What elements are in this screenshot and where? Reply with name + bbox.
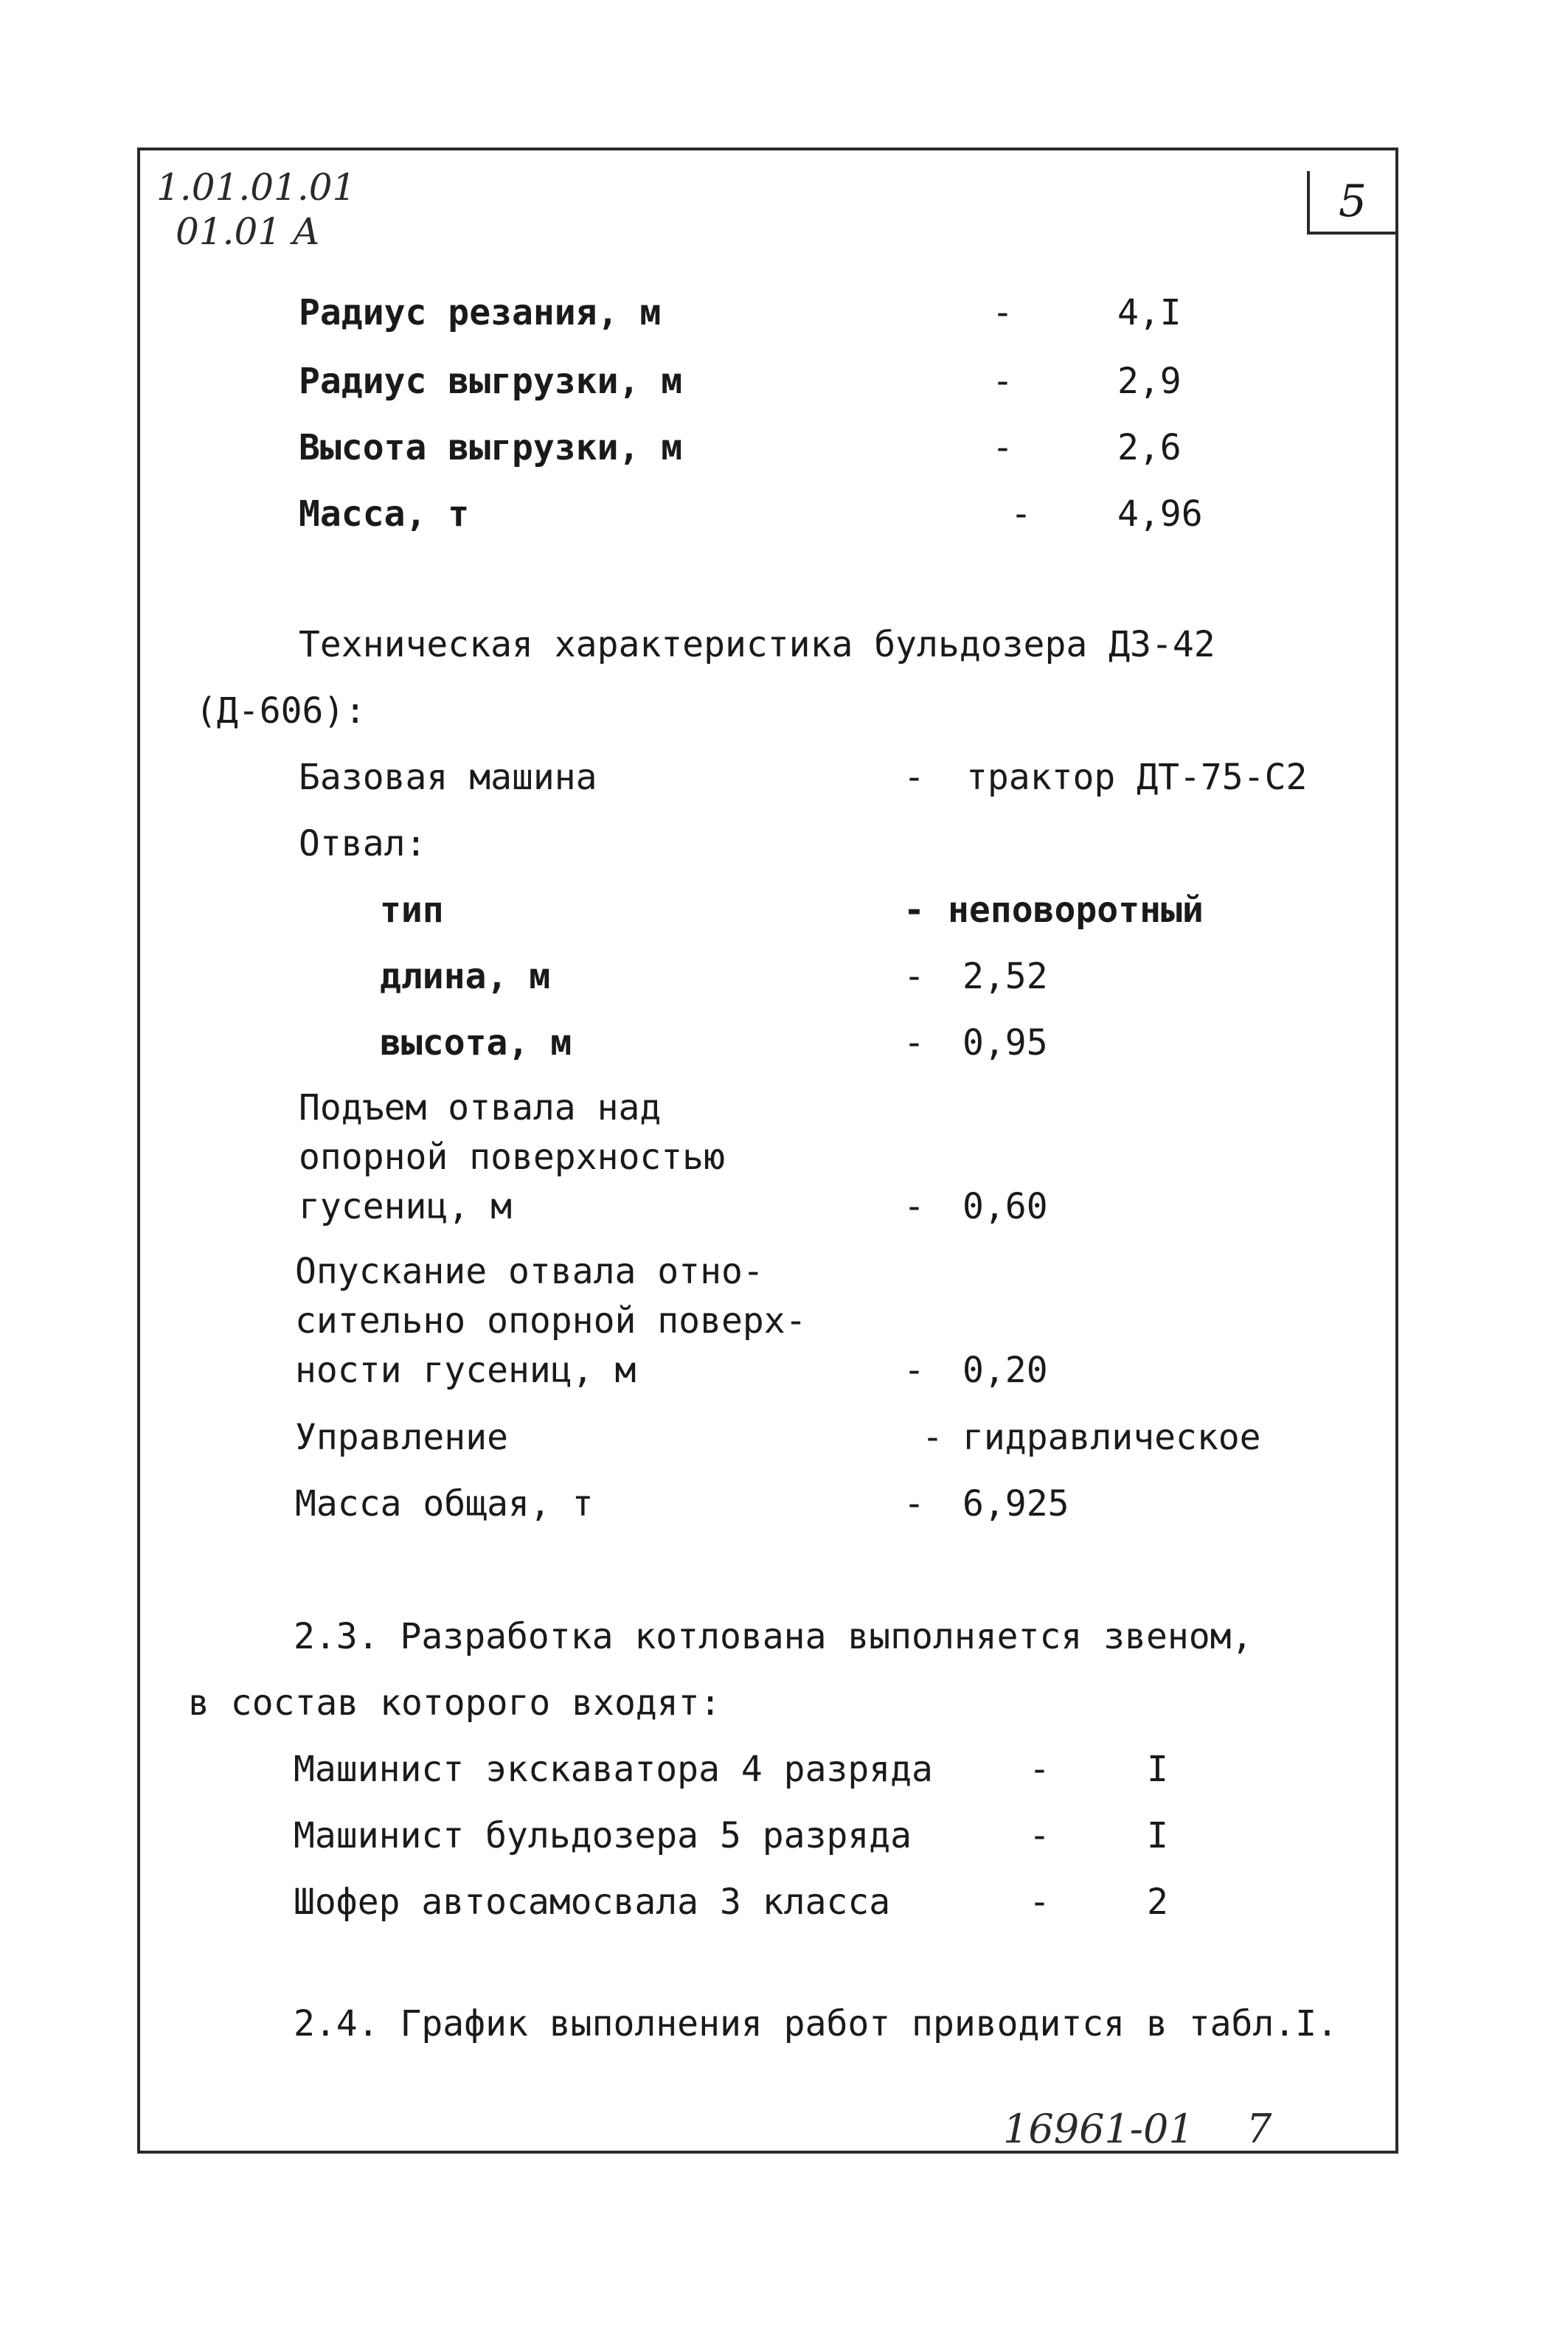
spec-label: Масса, т <box>299 493 470 535</box>
lower-label: сительно опорной поверх- <box>295 1300 807 1342</box>
lift-value: 0,60 <box>962 1186 1048 1227</box>
lower-label: ности гусениц, м <box>295 1350 636 1391</box>
section-2-4-text: 2.4. График выполнения работ приводится в табл.I. <box>294 2003 1339 2044</box>
footer-page-number: 7 <box>1246 2106 1272 2152</box>
spec-label: Радиус резания, м <box>299 292 662 333</box>
crew-dash: - <box>1029 1881 1050 1923</box>
crew-value: 2 <box>1147 1881 1168 1923</box>
spec-label: Радиус выгрузки, м <box>299 361 683 402</box>
base-machine-label: Базовая машина <box>299 757 597 798</box>
blade-row-value: 2,52 <box>962 956 1048 997</box>
spec-dash: - <box>1010 493 1032 535</box>
control-label: Управление <box>295 1417 508 1458</box>
mass-value: 6,925 <box>962 1483 1069 1524</box>
section-2-3-text: 2.3. Разработка котлована выполняется звеном, <box>294 1616 1253 1657</box>
crew-value: I <box>1147 1749 1168 1790</box>
lower-dash: - <box>903 1350 925 1391</box>
mass-label: Масса общая, т <box>295 1483 594 1524</box>
blade-row-dash: - <box>903 1022 925 1064</box>
spec-value: 2,6 <box>1117 427 1182 468</box>
page-box-number: 5 <box>1307 171 1395 235</box>
lift-label: гусениц, м <box>299 1186 512 1227</box>
lift-label: Подъем отвала над <box>299 1087 662 1128</box>
blade-row-value: 0,95 <box>962 1022 1048 1064</box>
doc-code-line2: 01.01 A <box>176 210 320 253</box>
blade-row-value: неповоротный <box>948 889 1204 931</box>
blade-label: Отвал: <box>299 823 427 864</box>
blade-row-label: высота, м <box>380 1022 572 1064</box>
crew-dash: - <box>1029 1749 1050 1790</box>
spec-value: 4,I <box>1117 292 1182 333</box>
control-dash: - <box>922 1417 943 1458</box>
crew-label: Шофер автосамосвала 3 класса <box>294 1881 891 1923</box>
spec-value: 2,9 <box>1117 361 1182 402</box>
section-2-3-text: в состав которого входят: <box>188 1682 721 1724</box>
crew-dash: - <box>1029 1815 1050 1856</box>
lower-label: Опускание отвала отно- <box>295 1251 764 1292</box>
control-value: гидравлическое <box>962 1417 1261 1458</box>
doc-code-line1: 1.01.01.01 <box>156 166 356 209</box>
crew-value: I <box>1147 1815 1168 1856</box>
blade-row-label: тип <box>380 889 444 931</box>
spec-label: Высота выгрузки, м <box>299 427 683 468</box>
lift-dash: - <box>903 1186 925 1227</box>
lower-value: 0,20 <box>962 1350 1048 1391</box>
spec-dash: - <box>992 292 1013 333</box>
blade-row-dash: - <box>903 956 925 997</box>
mass-dash: - <box>903 1483 925 1524</box>
lift-label: опорной поверхностью <box>299 1137 725 1178</box>
bulldozer-heading: Техническая характеристика бульдозера ДЗ-42 <box>299 624 1215 665</box>
bulldozer-heading-cont: (Д-606): <box>195 690 367 732</box>
spec-value: 4,96 <box>1117 493 1203 535</box>
spec-dash: - <box>992 427 1013 468</box>
base-machine-value: трактор ДТ-75-С2 <box>966 757 1308 798</box>
base-machine-dash: - <box>903 757 925 798</box>
crew-label: Машинист бульдозера 5 разряда <box>294 1815 912 1856</box>
footer-doc-number: 16961-01 <box>1003 2106 1194 2152</box>
crew-label: Машинист экскаватора 4 разряда <box>294 1749 933 1790</box>
blade-row-dash: - <box>903 889 925 931</box>
blade-row-label: длина, м <box>380 956 551 997</box>
spec-dash: - <box>992 361 1013 402</box>
